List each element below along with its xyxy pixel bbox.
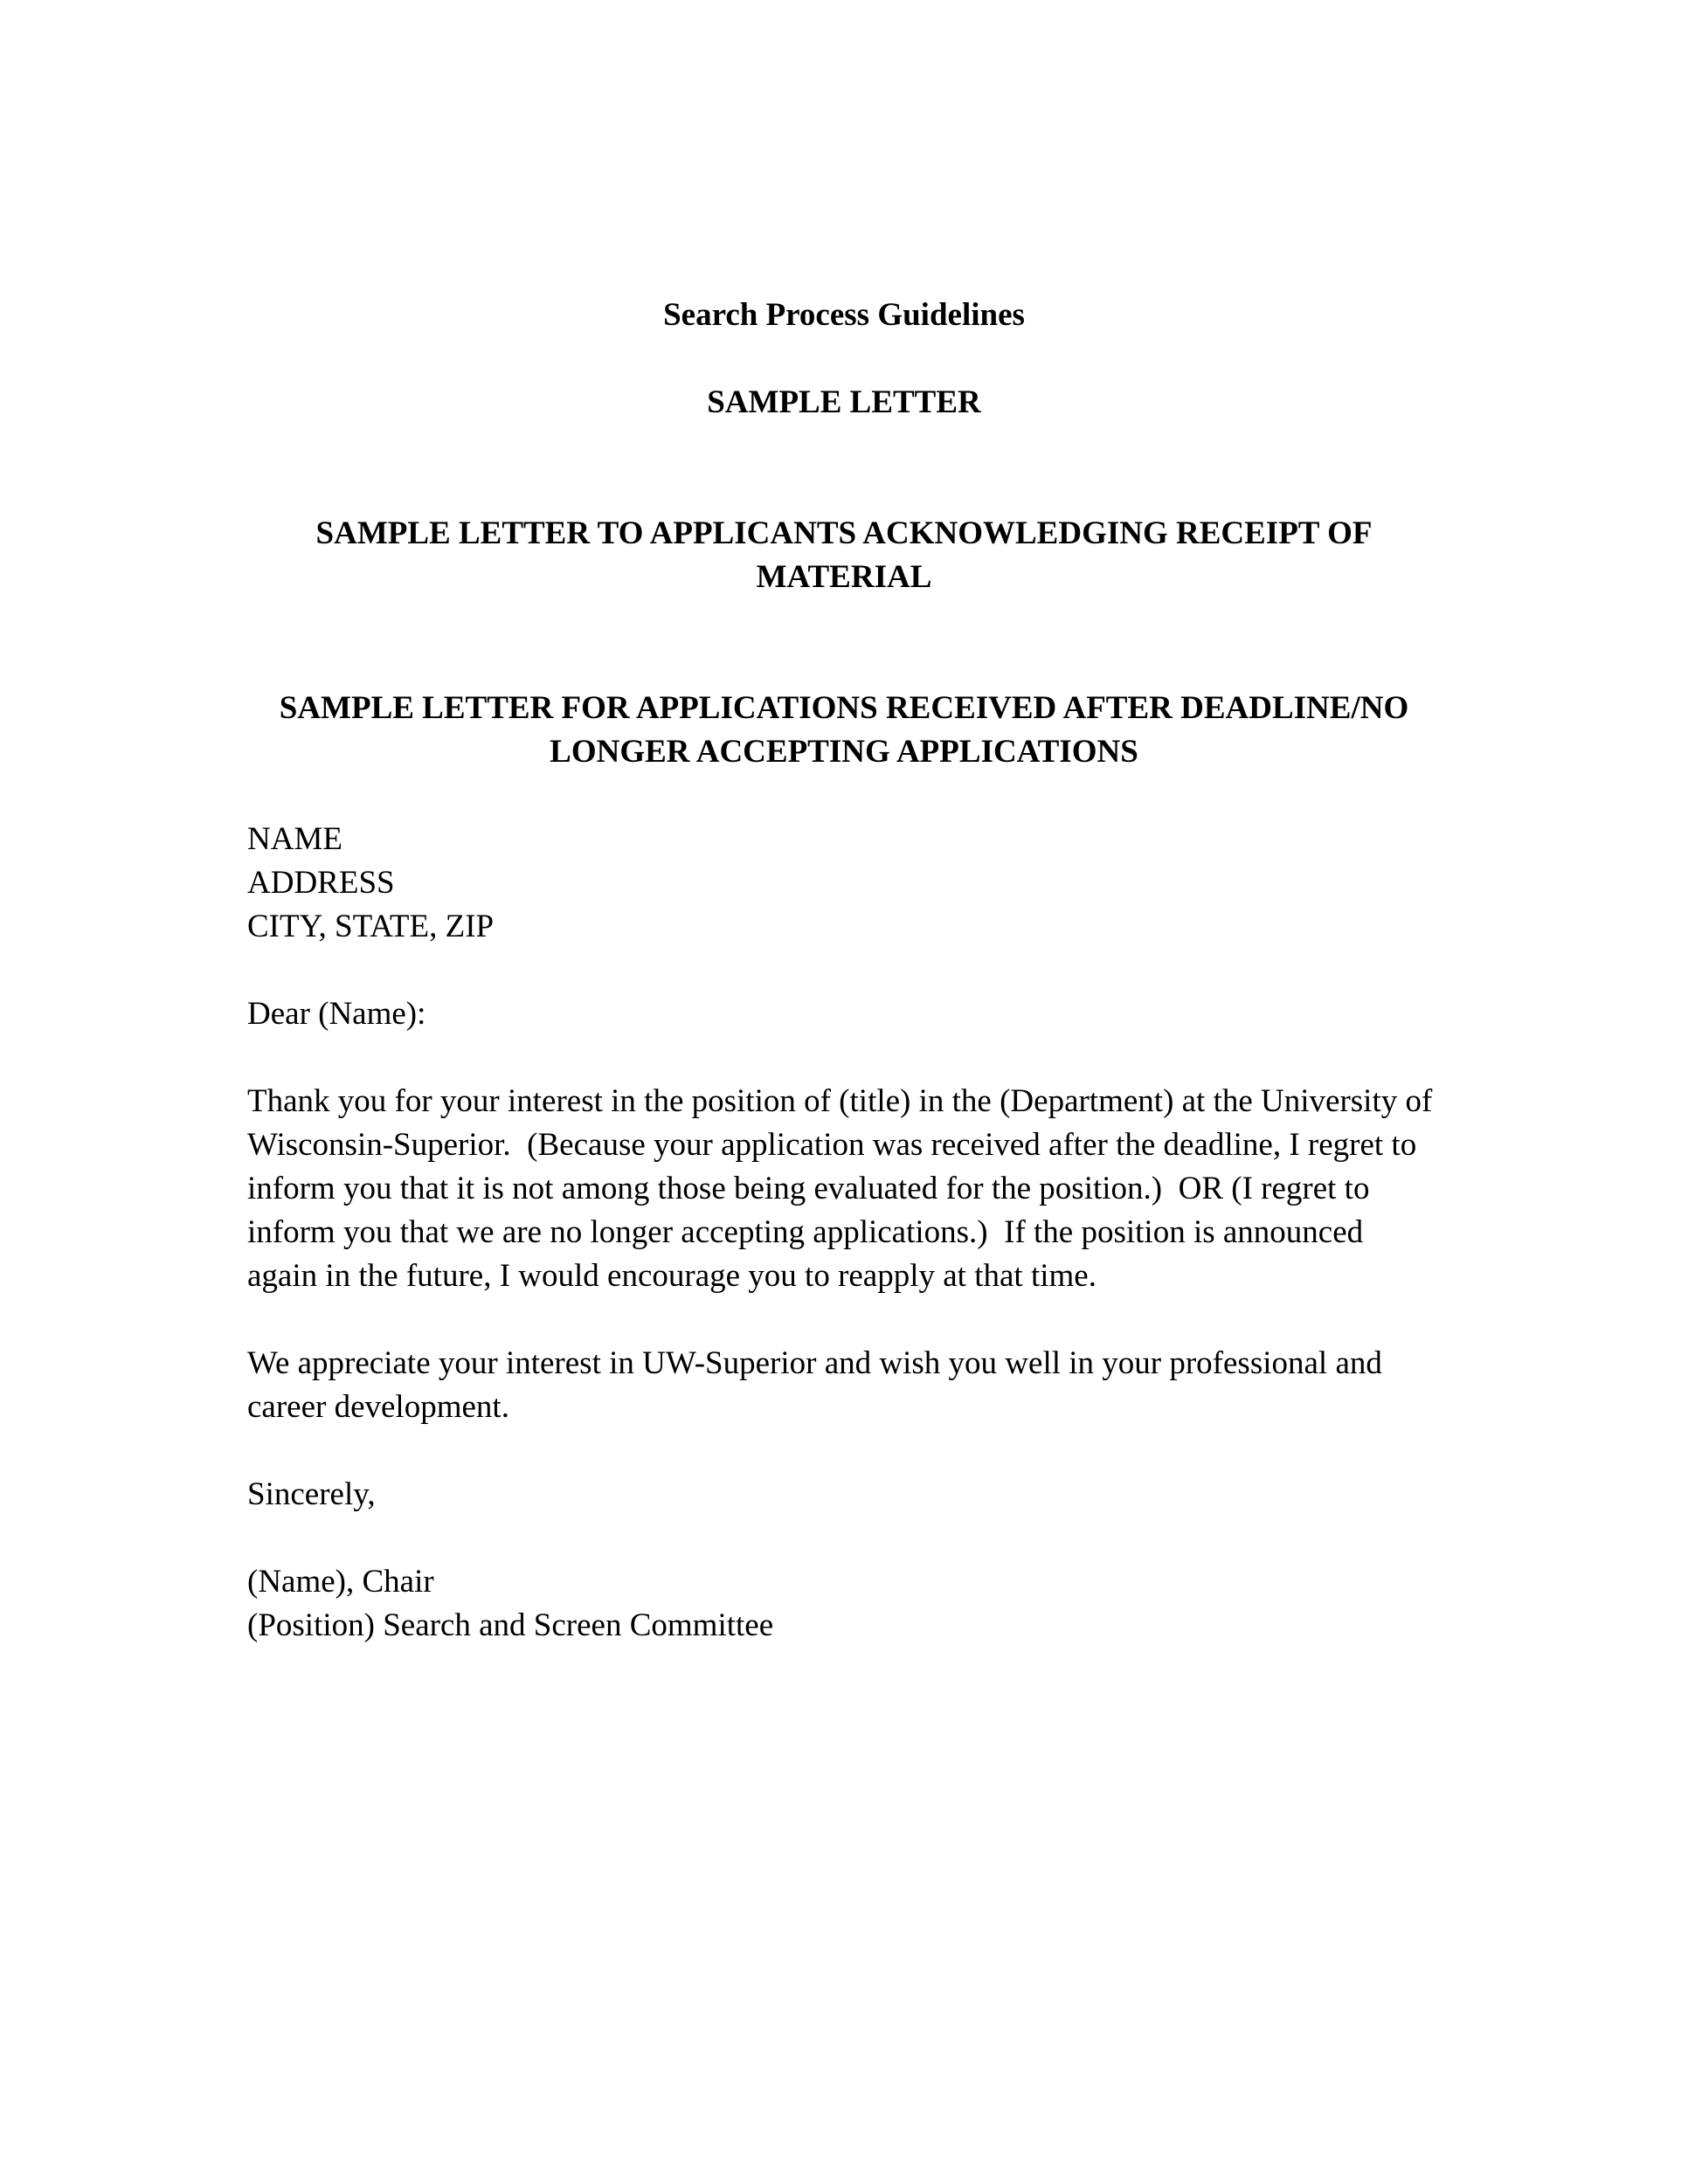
signature-block [247,1560,1470,1648]
signature-position: (Position) Search and Screen Committee [247,1607,774,1643]
recipient-address: ADDRESS [247,865,395,901]
title-acknowledging-receipt-text: SAMPLE LETTER TO APPLICANTS ACKNOWLEDGING RECEIPT OF MATERIAL [315,515,1373,595]
document-subheader: SAMPLE LETTER [707,384,981,420]
title-after-deadline [0,687,1688,774]
body-paragraph-2 [247,1342,1435,1429]
body-paragraph-2-text: We appreciate your interest in UW-Superior and wish you well in your professional and career development. [247,1345,1382,1425]
body-paragraph-1-text: Thank you for your interest in the position of (title) in the (Department) at the University of Wisconsin-Superior. (Because your application was received after the deadline, I regret to inform you that it is not among those being evaluated for the position.) OR (I regret to inform you that we are no longer accepting applications.) If the position is announced again in the future, I would encourage you to reapply at that time. [247,1083,1440,1294]
body-paragraph-1 [247,1080,1440,1298]
closing: Sincerely, [247,1476,376,1512]
document-header: Search Process Guidelines [663,297,1025,333]
title-acknowledging-receipt [0,512,1688,599]
recipient-name: NAME [247,821,342,857]
title-after-deadline-text: SAMPLE LETTER FOR APPLICATIONS RECEIVED AFTER DEADLINE/NO LONGER ACCEPTING APPLICATIONS [279,690,1409,770]
recipient-address-block [247,818,1470,949]
salutation: Dear (Name): [247,996,426,1032]
recipient-city-state-zip: CITY, STATE, ZIP [247,909,495,944]
signature-name: (Name), Chair [247,1564,434,1600]
